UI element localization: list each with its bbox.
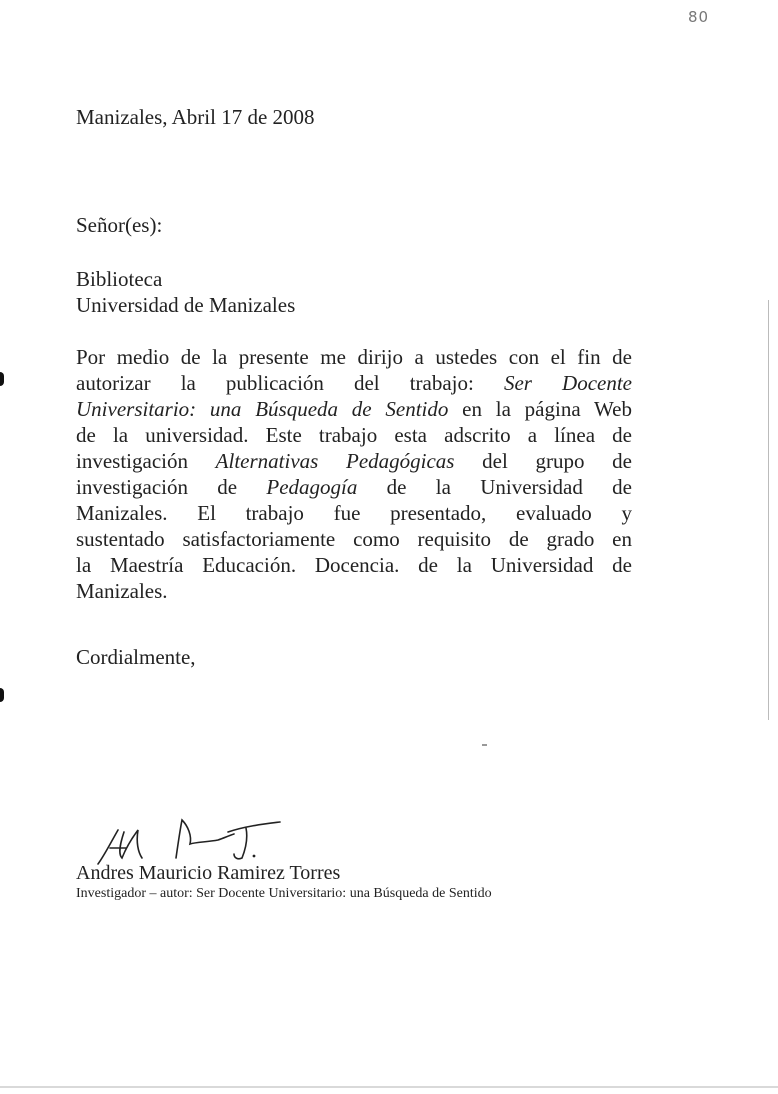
body-line: investigación de Pedagogía de la Universidad de: [76, 475, 632, 499]
recipient-line: Universidad de Manizales: [76, 293, 296, 317]
body-line: sustentado satisfactoriamente como requisito de grado en: [76, 527, 632, 551]
letter-date: Manizales, Abril 17 de 2008: [76, 105, 315, 129]
body-line: Manizales. El trabajo fue presentado, evaluado y: [76, 501, 632, 525]
page-number: 80: [688, 8, 710, 26]
punch-hole: [0, 372, 4, 386]
signer-role: Investigador – autor: Ser Docente Universitario: una Búsqueda de Sentido: [76, 886, 492, 901]
body-line: investigación Alternativas Pedagógicas del grupo de: [76, 449, 632, 473]
scan-speck: [482, 744, 487, 746]
body-line: la Maestría Educación. Docencia. de la Universidad de: [76, 553, 632, 577]
body-line: autorizar la publicación del trabajo: Ser Docente: [76, 371, 632, 395]
signer-name: Andres Mauricio Ramirez Torres: [76, 862, 341, 884]
recipient-line: Biblioteca: [76, 267, 163, 291]
body-line: Manizales.: [76, 579, 168, 603]
salutation: Señor(es):: [76, 213, 163, 237]
signature: [96, 808, 296, 868]
body-line: Por medio de la presente me dirijo a ustedes con el fin de: [76, 345, 632, 369]
scan-edge: [768, 300, 769, 720]
punch-hole: [0, 688, 4, 702]
body-line: Universitario: una Búsqueda de Sentido en la página Web: [76, 397, 632, 421]
scan-edge: [0, 1086, 778, 1088]
closing: Cordialmente,: [76, 645, 196, 669]
letter-body: [76, 344, 632, 604]
body-line: de la universidad. Este trabajo esta adscrito a línea de: [76, 423, 632, 447]
